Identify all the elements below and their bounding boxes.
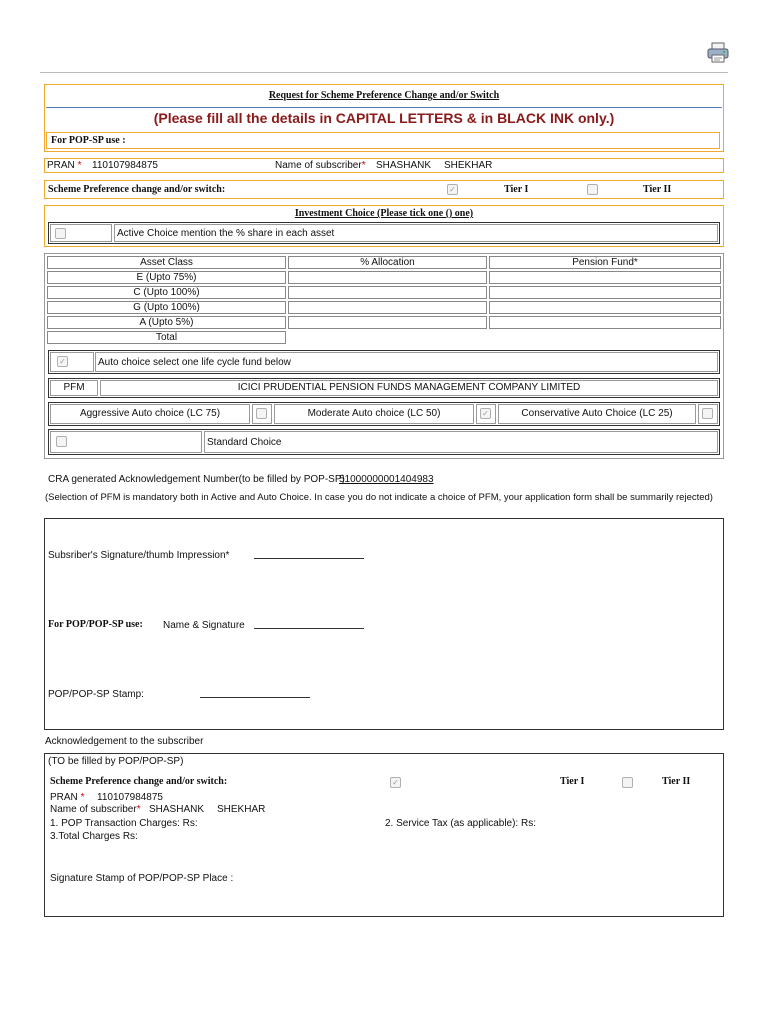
pop-stamp-label: POP/POP-SP Stamp: (48, 689, 144, 700)
receipt-total-charges: 3.Total Charges Rs: (50, 831, 138, 842)
empty-cell (288, 331, 487, 344)
receipt-service-tax: 2. Service Tax (as applicable): Rs: (385, 818, 536, 829)
receipt-tier2-label: Tier II (662, 776, 691, 787)
aggressive-checkbox[interactable] (256, 408, 267, 419)
table-row (47, 301, 721, 314)
table-header-row (47, 256, 721, 269)
auto-choice-label: Auto choice select one life cycle fund below (98, 357, 291, 368)
tier1-checkbox[interactable]: ✓ (447, 184, 458, 195)
standard-choice-label: Standard Choice (207, 437, 282, 448)
asset-class-cell: Total (47, 331, 286, 344)
pfm-label: PFM (63, 382, 85, 393)
receipt-pran-value: 110107984875 (97, 792, 163, 803)
table-row (47, 286, 721, 299)
standard-check-cell (50, 431, 202, 453)
receipt-subscriber-last: SHEKHAR (217, 804, 266, 815)
tier1-label: Tier I (504, 184, 529, 195)
asset-class-cell: C (Upto 100%) (47, 286, 286, 299)
table-header: Asset Class (47, 256, 286, 269)
moderate-checkbox[interactable]: ✓ (480, 408, 491, 419)
allocation-table (45, 254, 723, 346)
asset-class-cell: E (Upto 75%) (47, 271, 286, 284)
cra-label: CRA generated Acknowledgement Number(to be filled by POP-SP) (48, 474, 345, 485)
aggressive-label: Aggressive Auto choice (LC 75) (79, 408, 221, 419)
form-title: Request for Scheme Preference Change and/or Switch (268, 90, 500, 101)
subscriber-first-name: SHASHANK (376, 160, 432, 171)
pension-fund-input[interactable] (489, 301, 721, 314)
receipt-subscriber-first: SHASHANK (149, 804, 205, 815)
receipt-pop-charges: 1. POP Transaction Charges: Rs: (50, 818, 198, 829)
pfm-value: ICICI PRUDENTIAL PENSION FUNDS MANAGEMENT COMPANY LIMITED (237, 382, 581, 393)
table-row (47, 316, 721, 329)
receipt-filled-by: (TO be filled by POP/POP-SP) (48, 756, 184, 767)
receipt-subscriber-label: Name of subscriber* (50, 804, 141, 815)
pension-fund-input[interactable] (489, 271, 721, 284)
tier2-checkbox[interactable] (587, 184, 598, 195)
conservative-label: Conservative Auto Choice (LC 25) (521, 408, 673, 419)
receipt-pran-label: PRAN * (50, 792, 85, 803)
printer-icon[interactable] (706, 40, 730, 64)
receipt-stamp-place: Signature Stamp of POP/POP-SP Place : (50, 873, 234, 884)
pfm-mandatory-note: (Selection of PFM is mandatory both in Active and Auto Choice. In case you do not indicate a choice of PFM, your application form shall be summarily rejected) (45, 492, 713, 503)
table-header: Pension Fund* (489, 256, 721, 269)
pop-sp-use-box (46, 132, 720, 149)
pop-stamp-line[interactable] (200, 697, 310, 698)
empty-cell (489, 331, 721, 344)
investment-choice-title: Investment Choice (Please tick one () one) (294, 208, 474, 219)
active-choice-checkbox[interactable] (55, 228, 66, 239)
receipt-tier1-label: Tier I (560, 776, 585, 787)
receipt-heading: Acknowledgement to the subscriber (45, 736, 204, 747)
standard-choice-checkbox[interactable] (56, 436, 67, 447)
pran-value: 110107984875 (92, 160, 158, 171)
subscriber-label: Name of subscriber* (275, 160, 366, 171)
scheme-label: Scheme Preference change and/or switch: (48, 184, 226, 195)
allocation-input[interactable] (288, 301, 487, 314)
table-row (47, 271, 721, 284)
title-rule (46, 107, 722, 108)
instruction-text: (Please fill all the details in CAPITAL LETTERS & in BLACK INK only.) (153, 110, 615, 126)
auto-choice-checkbox[interactable]: ✓ (57, 356, 68, 367)
subscriber-signature-label: Subsriber's Signature/thumb Impression* (48, 550, 230, 561)
name-signature-label: Name & Signature (163, 620, 245, 631)
table-row (47, 331, 721, 344)
allocation-input[interactable] (288, 286, 487, 299)
asset-class-cell: A (Upto 5%) (47, 316, 286, 329)
pension-fund-input[interactable] (489, 286, 721, 299)
pop-signature-line[interactable] (254, 628, 364, 629)
top-divider (40, 72, 728, 73)
pop-use-label: For POP/POP-SP use: (48, 619, 143, 630)
moderate-label: Moderate Auto choice (LC 50) (307, 408, 441, 419)
pension-fund-input[interactable] (489, 316, 721, 329)
table-header: % Allocation (288, 256, 487, 269)
asset-class-cell: G (Upto 100%) (47, 301, 286, 314)
pran-label: PRAN * (47, 160, 82, 171)
pop-sp-use-label: For POP-SP use : (51, 135, 126, 146)
conservative-checkbox[interactable] (702, 408, 713, 419)
active-choice-label: Active Choice mention the % share in each asset (117, 228, 335, 239)
cra-number: 51000000001404983 (339, 474, 434, 485)
subscriber-signature-line[interactable] (254, 558, 364, 559)
allocation-input[interactable] (288, 316, 487, 329)
subscriber-last-name: SHEKHAR (444, 160, 493, 171)
receipt-tier1-checkbox[interactable]: ✓ (390, 777, 401, 788)
receipt-tier2-checkbox[interactable] (622, 777, 633, 788)
allocation-input[interactable] (288, 271, 487, 284)
receipt-scheme-label: Scheme Preference change and/or switch: (50, 776, 228, 787)
tier2-label: Tier II (643, 184, 672, 195)
